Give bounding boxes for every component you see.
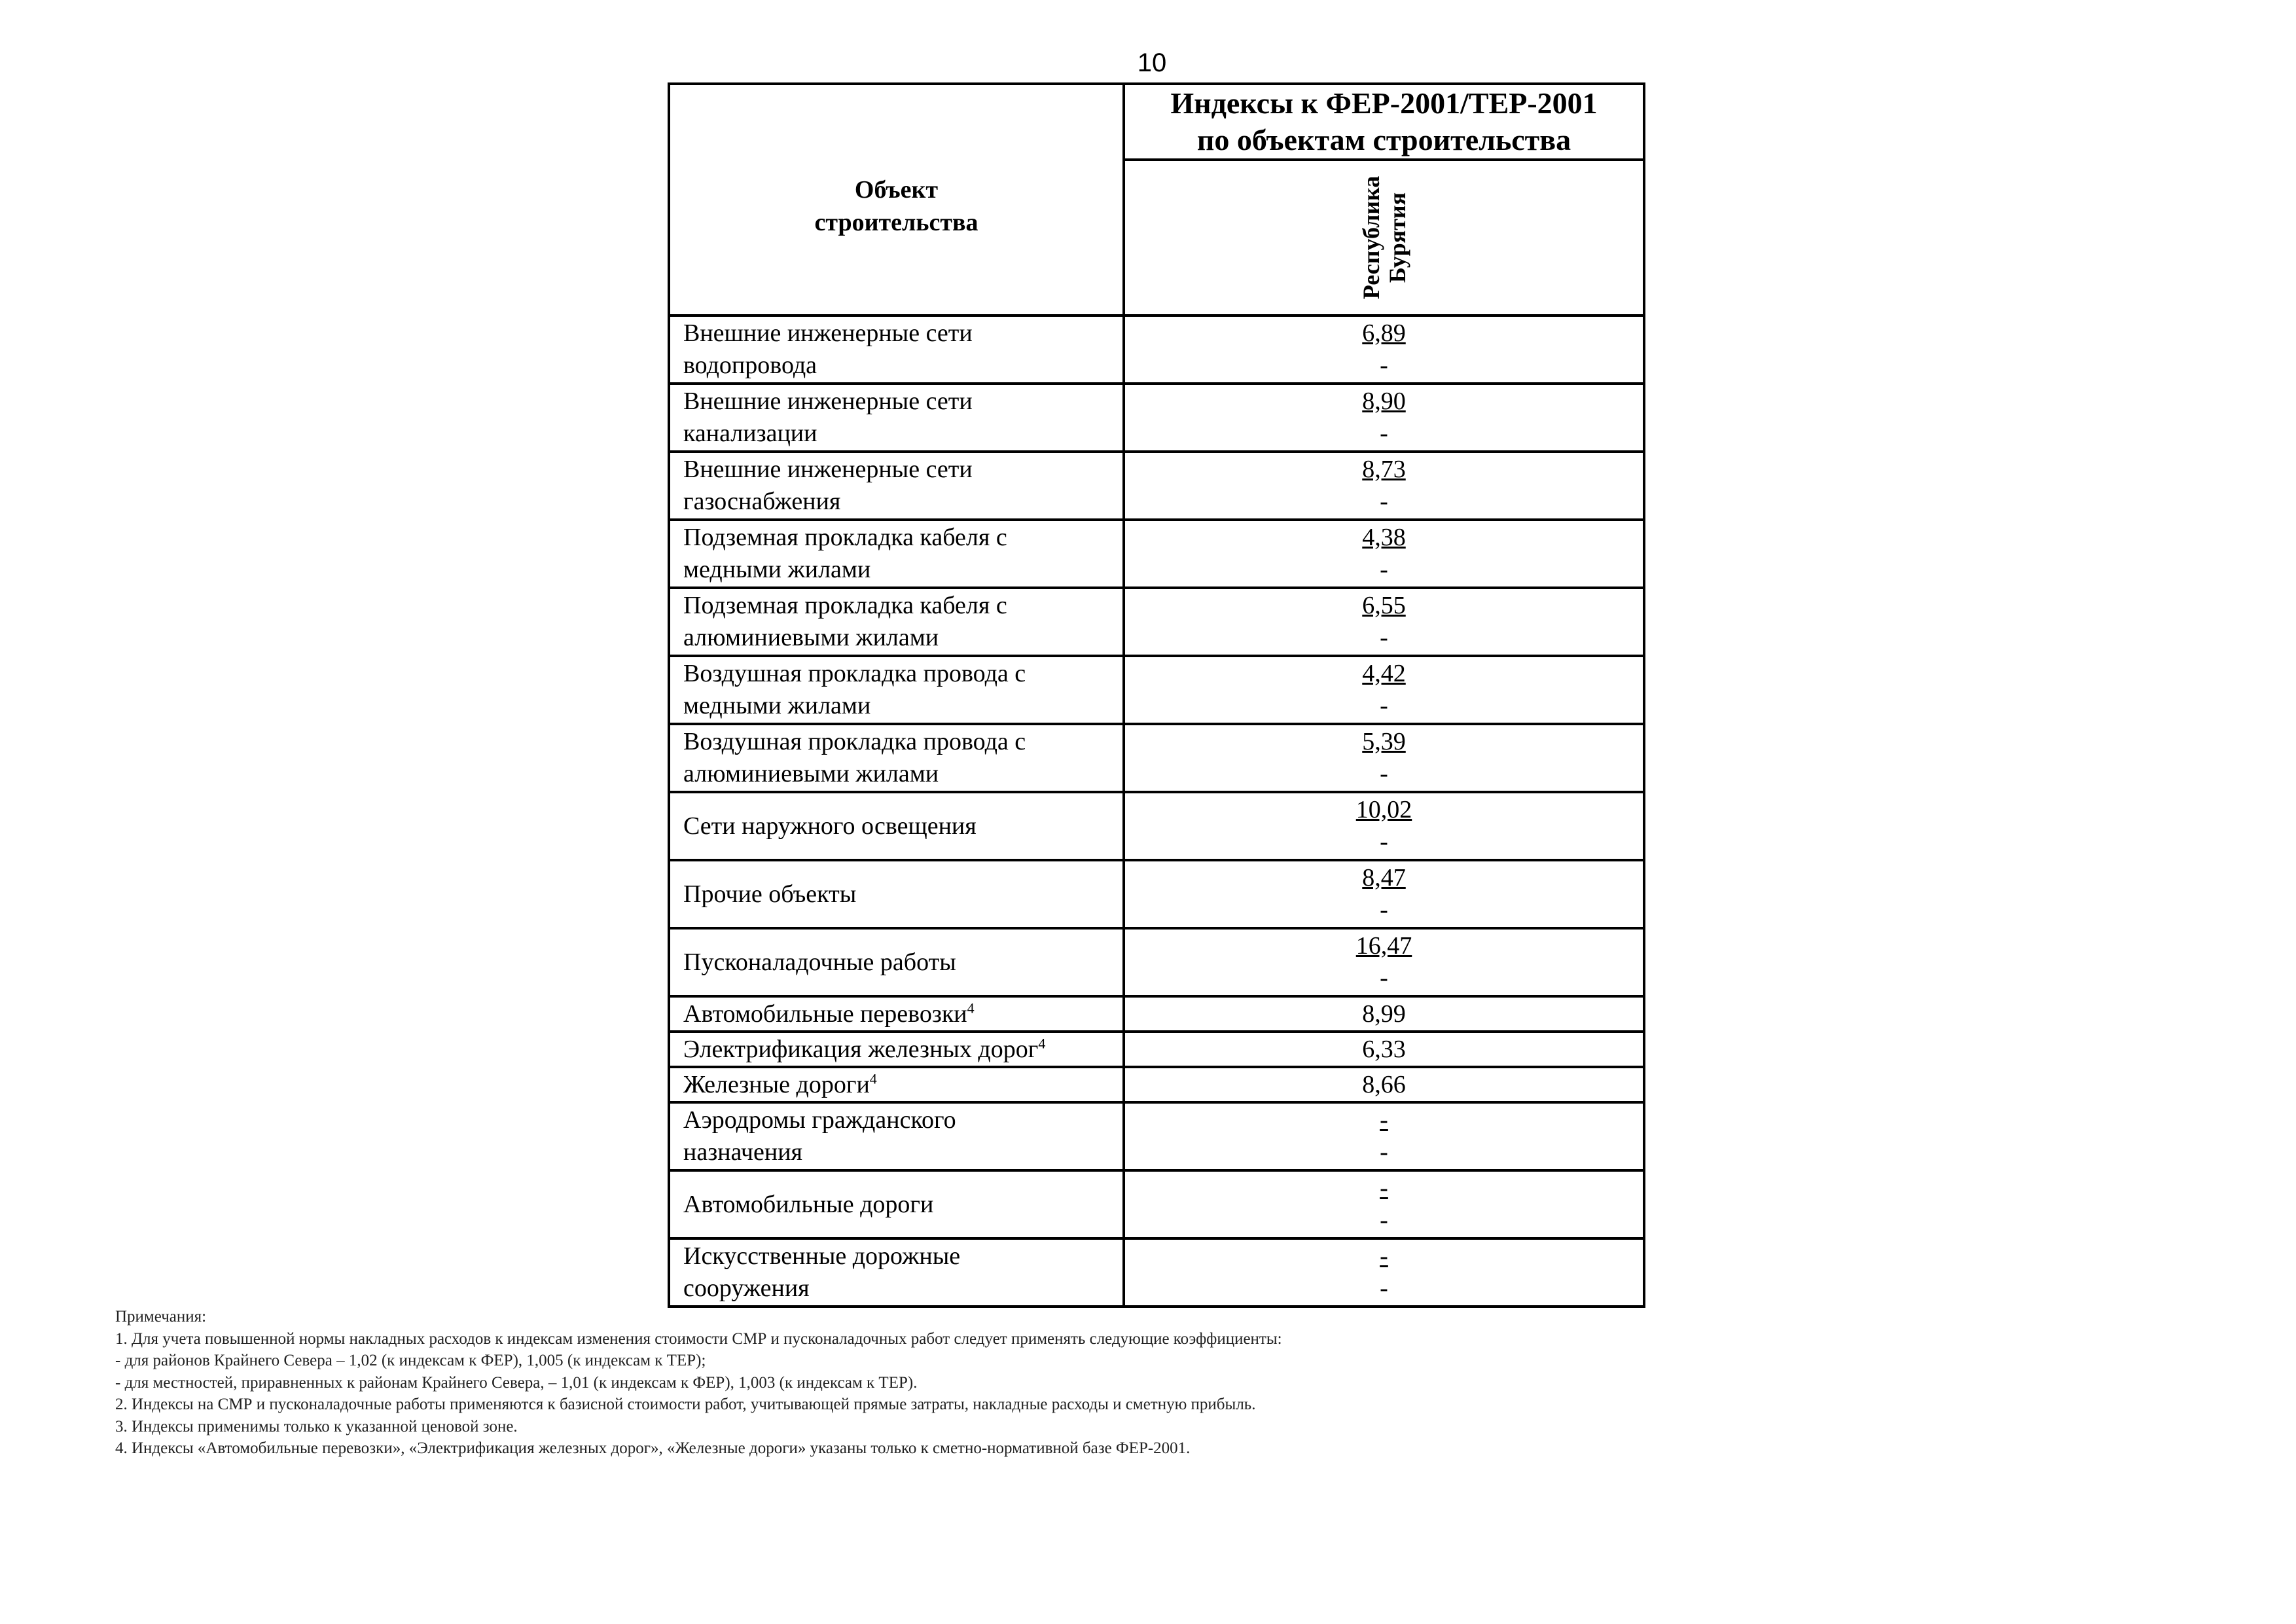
indices-header [1124, 84, 1644, 160]
object-name-cell [669, 724, 1124, 792]
object-name-line: медными жилами [683, 692, 871, 719]
table-row [669, 1238, 1644, 1307]
object-name-line: Автомобильные перевозки [683, 1000, 967, 1028]
index-value-cell [1124, 1032, 1644, 1067]
table-row [669, 656, 1644, 724]
index-value-denominator: - [1380, 556, 1388, 583]
object-name-cell [669, 996, 1124, 1032]
index-value-denominator: - [1380, 692, 1388, 719]
footnote-marker: 4 [967, 999, 975, 1016]
notes [115, 1306, 2177, 1460]
object-name-line: Искусственные дорожные [683, 1242, 961, 1270]
object-name-line: Воздушная прокладка провода с [683, 728, 1026, 755]
index-value-cell [1124, 792, 1644, 860]
object-name-cell [669, 1238, 1124, 1307]
index-value-numerator: - [1380, 1174, 1388, 1202]
object-name-cell [669, 520, 1124, 588]
table-row [669, 316, 1644, 384]
object-name-cell [669, 1067, 1124, 1102]
table-row [669, 1032, 1644, 1067]
table-row [669, 1170, 1644, 1238]
table-row [669, 384, 1644, 452]
index-value-numerator: 8,90 [1362, 388, 1406, 415]
note-line: - для местностей, приравненных к районам Крайнего Севера, – 1,01 (к индексам к ФЕР), 1,003 (к индексам к ТЕР). [115, 1373, 918, 1392]
table-row [669, 928, 1644, 996]
object-name-line: назначения [683, 1138, 803, 1166]
object-name-line: Подземная прокладка кабеля с [683, 592, 1007, 619]
object-name-line: Внешние инженерные сети [683, 456, 973, 483]
object-name-line: канализации [683, 420, 817, 447]
index-value-denominator: - [1380, 488, 1388, 515]
region-label-line-2: Бурятия [1384, 192, 1410, 283]
index-value-denominator: - [1380, 964, 1388, 992]
object-header-line-2: строительства [814, 209, 978, 236]
index-value-numerator: - [1380, 1106, 1388, 1134]
index-value: 8,66 [1362, 1070, 1406, 1098]
index-value-cell [1124, 316, 1644, 384]
header-row [669, 84, 1644, 160]
index-value-cell [1124, 520, 1644, 588]
object-name-line: Внешние инженерные сети [683, 388, 973, 415]
index-value-numerator: 5,39 [1362, 728, 1406, 755]
object-name-line: медными жилами [683, 556, 871, 583]
index-value-numerator: 6,55 [1362, 592, 1406, 619]
index-value-denominator: - [1380, 352, 1388, 379]
table-row [669, 996, 1644, 1032]
index-value-denominator: - [1380, 1206, 1388, 1234]
object-name-cell [669, 384, 1124, 452]
index-value-cell [1124, 384, 1644, 452]
index-value-numerator: 8,73 [1362, 456, 1406, 483]
table-row [669, 1067, 1644, 1102]
object-name-line: Внешние инженерные сети [683, 319, 973, 347]
table-row [669, 792, 1644, 860]
object-name-cell [669, 452, 1124, 520]
object-name-line: алюминиевыми жилами [683, 624, 939, 651]
indices-header-line-2: по объектам строительства [1196, 123, 1571, 156]
object-name-cell [669, 656, 1124, 724]
object-name-line: Пусконаладочные работы [683, 948, 956, 976]
object-name-cell [669, 316, 1124, 384]
object-column-header [669, 84, 1124, 316]
index-value-cell [1124, 860, 1644, 928]
region-label-line-1: Республика [1357, 175, 1384, 300]
object-name-line: Автомобильные дороги [683, 1190, 934, 1218]
index-value-cell [1124, 928, 1644, 996]
index-value-cell [1124, 656, 1644, 724]
region-label [1358, 176, 1410, 299]
index-table [668, 82, 1645, 1308]
object-name-line: водопровода [683, 352, 817, 379]
object-name-line: Прочие объекты [683, 880, 857, 908]
region-header [1124, 160, 1644, 316]
index-value-cell [1124, 588, 1644, 656]
object-name-cell [669, 860, 1124, 928]
object-name-line: Воздушная прокладка провода с [683, 660, 1026, 687]
table-row [669, 452, 1644, 520]
page-number: 10 [1137, 48, 1167, 77]
object-name-line: сооружения [683, 1274, 810, 1302]
index-value-cell [1124, 452, 1644, 520]
table-row [669, 1102, 1644, 1170]
note-line: 4. Индексы «Автомобильные перевозки», «Электрификация железных дорог», «Железные дороги» указаны только к сметно-нормативной базе ФЕР-2001. [115, 1439, 1191, 1457]
note-line: 3. Индексы применимы только к указанной ценовой зоне. [115, 1417, 518, 1435]
index-value-denominator: - [1380, 760, 1388, 787]
index-value-numerator: 16,47 [1355, 932, 1412, 960]
index-value-cell [1124, 996, 1644, 1032]
index-value-denominator: - [1380, 624, 1388, 651]
index-value-denominator: - [1380, 828, 1388, 856]
object-name-line: Аэродромы гражданского [683, 1106, 956, 1134]
index-value-numerator: 6,89 [1362, 319, 1406, 347]
index-value-denominator: - [1380, 1274, 1388, 1302]
index-value-denominator: - [1380, 896, 1388, 924]
object-name-cell [669, 1032, 1124, 1067]
note-line: - для районов Крайнего Севера – 1,02 (к индексам к ФЕР), 1,005 (к индексам к ТЕР); [115, 1352, 706, 1369]
note-line: 2. Индексы на СМР и пусконаладочные работы применяются к базисной стоимости работ, учитывающей прямые затраты, накладные расходы и сметную прибыль. [115, 1396, 1256, 1413]
index-value-numerator: - [1380, 1242, 1388, 1270]
index-value-denominator: - [1380, 420, 1388, 447]
object-name-line: Железные дороги [683, 1070, 870, 1098]
notes-heading: Примечания: [115, 1308, 207, 1326]
index-value: 8,99 [1362, 1000, 1406, 1028]
object-name-line: Сети наружного освещения [683, 812, 977, 840]
object-name-line: алюминиевыми жилами [683, 760, 939, 787]
object-name-cell [669, 588, 1124, 656]
index-value-cell [1124, 1102, 1644, 1170]
table-row [669, 724, 1644, 792]
index-value-numerator: 4,38 [1362, 524, 1406, 551]
index-value-cell [1124, 1067, 1644, 1102]
index-value-cell [1124, 1238, 1644, 1307]
index-value-numerator: 10,02 [1355, 796, 1412, 823]
index-value-cell [1124, 1170, 1644, 1238]
object-header-line-1: Объект [854, 176, 939, 204]
object-name-cell [669, 1170, 1124, 1238]
object-name-cell [669, 792, 1124, 860]
index-value-numerator: 4,42 [1362, 660, 1406, 687]
index-value: 6,33 [1362, 1035, 1406, 1063]
index-value-numerator: 8,47 [1362, 864, 1406, 892]
table-row [669, 588, 1644, 656]
index-value-cell [1124, 724, 1644, 792]
object-name-cell [669, 1102, 1124, 1170]
footnote-marker: 4 [1038, 1034, 1046, 1051]
table-row [669, 520, 1644, 588]
object-name-line: Подземная прокладка кабеля с [683, 524, 1007, 551]
object-name-line: Электрификация железных дорог [683, 1035, 1039, 1063]
indices-header-line-1: Индексы к ФЕР-2001/ТЕР-2001 [1170, 86, 1598, 120]
table-row [669, 860, 1644, 928]
note-line: 1. Для учета повышенной нормы накладных расходов к индексам изменения стоимости СМР и пусконаладочных работ следует применять следующие коэффициенты: [115, 1329, 1282, 1348]
index-value-denominator: - [1380, 1138, 1388, 1166]
object-name-cell [669, 928, 1124, 996]
object-name-line: газоснабжения [683, 488, 841, 515]
footnote-marker: 4 [869, 1070, 877, 1087]
